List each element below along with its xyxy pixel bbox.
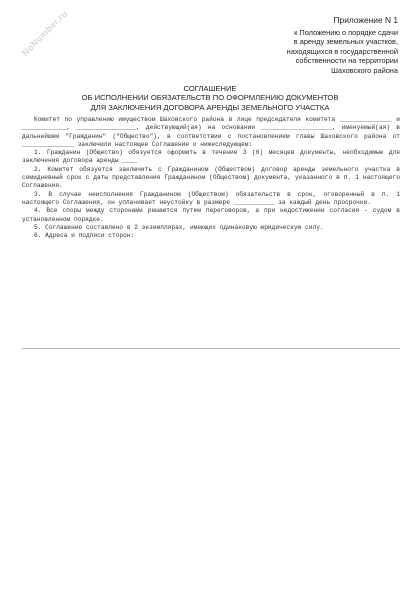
annex-line: в аренду земельных участков,: [293, 37, 398, 47]
title-line: ОБ ИСПОЛНЕНИИ ОБЯЗАТЕЛЬСТВ ПО ОФОРМЛЕНИЮ ДОКУМЕНТОВ: [81, 93, 339, 103]
annex-line: Шаховского района: [331, 65, 398, 75]
annex-line: к Положению о порядке сдачи: [294, 27, 398, 37]
paragraph-clause-1: 1. Гражданин (Общество) обязуется оформить в течение 3 (6) месяцев документы, необходимые для заключения договора аренды ____: [22, 149, 400, 165]
document-title: [0, 84, 420, 112]
document-body: [22, 116, 400, 240]
title-line: СОГЛАШЕНИЕ: [183, 84, 237, 93]
paragraph-clause-6: 6. Адреса и подписи сторон:: [34, 232, 135, 240]
annex-line: собственности на территории: [295, 56, 398, 66]
paragraph-clause-3: 3. В случае неисполнения Гражданином (Обществом) обязательств в срок, оговоренный в п. 1 настоящего Соглашения, он уплачивает неустойку в размере ___________ за каждый день просрочки.: [22, 190, 400, 206]
title-line: ДЛЯ ЗАКЛЮЧЕНИЯ ДОГОВОРА АРЕНДЫ ЗЕМЕЛЬНОГО УЧАСТКА: [90, 102, 330, 112]
paragraph-clause-4: 4. Все споры между сторонами решаются путем переговоров, а при недостижении согласия - судом в установленном порядке.: [22, 207, 400, 223]
watermark: [2, 0, 80, 78]
paragraph-clause-5: 5. Соглашение составлено в 2 экземплярах, имеющих одинаковую юридическую силу.: [34, 223, 324, 231]
annex-number: Приложение N 1: [333, 15, 398, 25]
horizontal-rule: [22, 348, 400, 349]
watermark-text: NoNumber.ru: [2, 0, 80, 78]
annex-line: находящихся в государственной: [286, 46, 398, 56]
paragraph-preamble: Комитет по управлению имуществом Шаховского района в лице председателя комитета ______________ и ____________, ________________, действующий(ая) на основании ___________________, именуемый(ая) в дальнейшем "Гражданин" ("Общество"), в соответствии с постановлением главы Шаховского района от ______________ заключили настоящее Соглашение о нижеследующем:: [22, 116, 400, 148]
paragraph-clause-2: 2. Комитет обязуется заключить с Гражданином (Обществом) договор аренды земельного участка в семидневный срок с даты представления Гражданином (Обществом) документа, указанного в п. 1 настоящего Соглашения.: [22, 165, 400, 190]
annex-header: [238, 16, 398, 76]
